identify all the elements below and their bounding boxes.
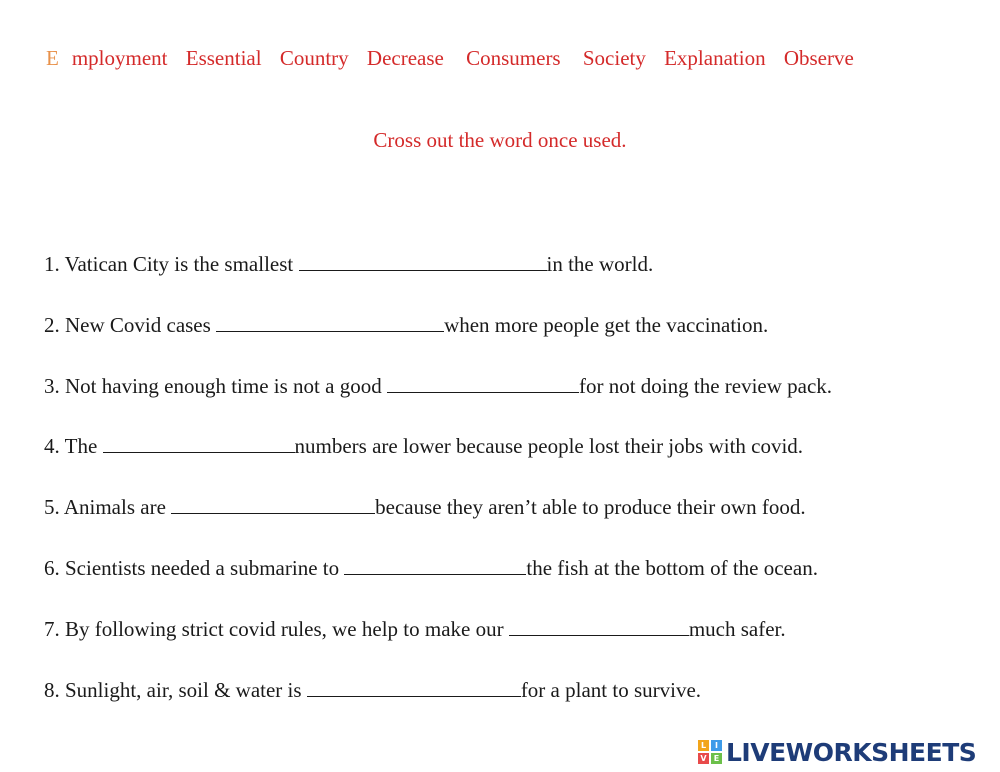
logo-block: E (711, 753, 722, 764)
logo-block: V (698, 753, 709, 764)
word-bank-word: Consumers (466, 46, 561, 70)
question-text: when more people get the vaccination. (444, 312, 769, 337)
question-5 (44, 493, 984, 554)
word-bank-word: Decrease (366, 46, 444, 70)
answer-blank[interactable] (387, 373, 579, 393)
answer-blank[interactable] (103, 433, 295, 453)
instruction-text: Cross out the word once used. (373, 128, 627, 152)
logo-text: LIVEWORKSHEETS (726, 737, 977, 767)
answer-blank[interactable] (344, 555, 526, 575)
word-first-letter: E (46, 46, 59, 70)
logo-blocks-icon (698, 740, 722, 764)
word-rest: mployment (71, 46, 168, 70)
question-text: in the world. (546, 252, 654, 276)
liveworksheets-logo (698, 736, 976, 768)
word-bank-word: Observe (783, 46, 854, 70)
question-text: 6. Scientists needed a submarine to (44, 555, 345, 580)
question-text: 1. Vatican City is the smallest (44, 252, 299, 276)
question-text: for a plant to survive. (520, 677, 702, 702)
question-8 (44, 676, 984, 737)
question-text: the fish at the bottom of the ocean. (526, 555, 818, 580)
question-6 (44, 554, 984, 615)
answer-blank[interactable] (299, 251, 547, 271)
question-4 (44, 432, 984, 493)
question-3 (44, 372, 984, 433)
question-text: 7. By following strict covid rules, we help to make our (44, 616, 509, 641)
question-text: 5. Animals are (44, 495, 172, 520)
word-bank-word: Essential (185, 46, 262, 70)
word-bank-word: Country (279, 46, 349, 70)
question-text: 8. Sunlight, air, soil & water is (44, 677, 307, 702)
logo-block: L (698, 740, 709, 751)
question-text: because they aren’t able to produce their own food. (375, 495, 806, 520)
question-1 (44, 250, 984, 311)
question-7 (44, 615, 984, 676)
question-2 (44, 311, 984, 372)
question-text: numbers are lower because people lost their jobs with covid. (294, 434, 804, 459)
question-text: much safer. (688, 616, 786, 641)
question-text: 2. New Covid cases (44, 312, 217, 337)
question-list (44, 250, 984, 736)
question-text: for not doing the review pack. (578, 373, 833, 398)
answer-blank[interactable] (216, 312, 444, 332)
answer-blank[interactable] (509, 616, 689, 636)
word-bank (46, 46, 976, 71)
question-text: 3. Not having enough time is not a good (44, 373, 387, 398)
word-bank-word: Society (582, 46, 646, 70)
question-text: 4. The (44, 434, 103, 459)
word-bank-word: Explanation (664, 46, 766, 70)
answer-blank[interactable] (171, 494, 375, 514)
word-bank-word (46, 46, 168, 70)
logo-block: I (711, 740, 722, 751)
answer-blank[interactable] (307, 677, 521, 697)
